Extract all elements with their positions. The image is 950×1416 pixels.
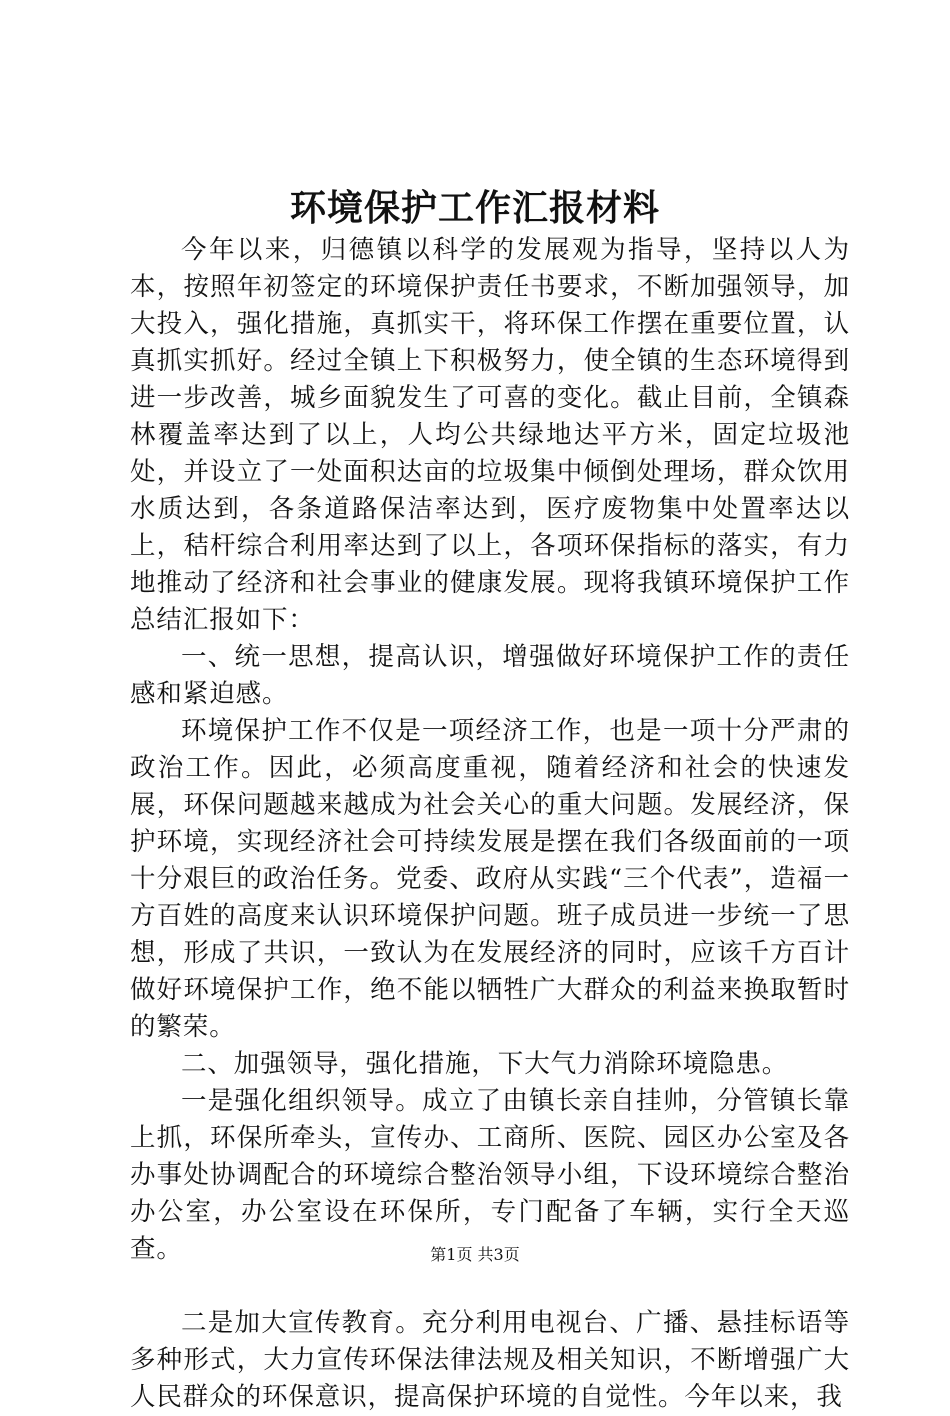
page-number-footer: 第1页 共3页: [430, 1245, 520, 1264]
paragraph-publicity: 二是加大宣传教育。充分利用电视台、广播、悬挂标语等多种形式，大力宣传环保法律法规及相关知识，不断增强广大人民群众的环保意识，提高保护环境的自觉性。今年以来，我: [130, 1308, 850, 1412]
document-title: 环境保护工作汇报材料: [289, 187, 660, 229]
paragraph-heading-2: 二、加强领导，强化措施，下大气力消除环境隐患。: [181, 1049, 789, 1079]
paragraph-section-1: 环境保护工作不仅是一项经济工作，也是一项十分严肃的政治工作。因此，必须高度重视，随着经济和社会的快速发展，环保问题越来越成为社会关心的重大问题。发展经济，保护环境，实现经济社会可持续发展是摆在我们各级面前的一项十分艰巨的政治任务。党委、政府从实践“三个代表”，造福一方百姓的高度来认识环境保护问题。班子成员进一步统一了思想，形成了共识，一致认为在发展经济的同时，应该千方百计做好环境保护工作，绝不能以牺牲广大群众的利益来换取暂时的繁荣。: [130, 716, 850, 1042]
paragraph-organization: 一是强化组织领导。成立了由镇长亲自挂帅，分管镇长靠上抓，环保所牵头，宣传办、工商所、医院、园区办公室及各办事处协调配合的环境综合整治领导小组，下设环境综合整治办公室，办公室设在环保所，专门配备了车辆，实行全天巡查。: [130, 1086, 850, 1264]
paragraph-heading-1: 一、统一思想，提高认识，增强做好环境保护工作的责任感和紧迫感。: [130, 642, 850, 709]
paragraph-intro: 今年以来，归德镇以科学的发展观为指导，坚持以人为本，按照年初签定的环境保护责任书要求，不断加强领导，加大投入，强化措施，真抓实干，将环保工作摆在重要位置，认真抓实抓好。经过全镇上下积极努力，使全镇的生态环境得到进一步改善，城乡面貌发生了可喜的变化。截止目前，全镇森林覆盖率达到了以上，人均公共绿地达平方米，固定垃圾池处，并设立了一处面积达亩的垃圾集中倾倒处理场，群众饮用水质达到，各条道路保洁率达到，医疗废物集中处置率达以上，秸杆综合利用率达到了以上，各项环保指标的落实，有力地推动了经济和社会事业的健康发展。现将我镇环境保护工作总结汇报如下：: [130, 235, 850, 635]
document-body: [130, 232, 850, 1416]
